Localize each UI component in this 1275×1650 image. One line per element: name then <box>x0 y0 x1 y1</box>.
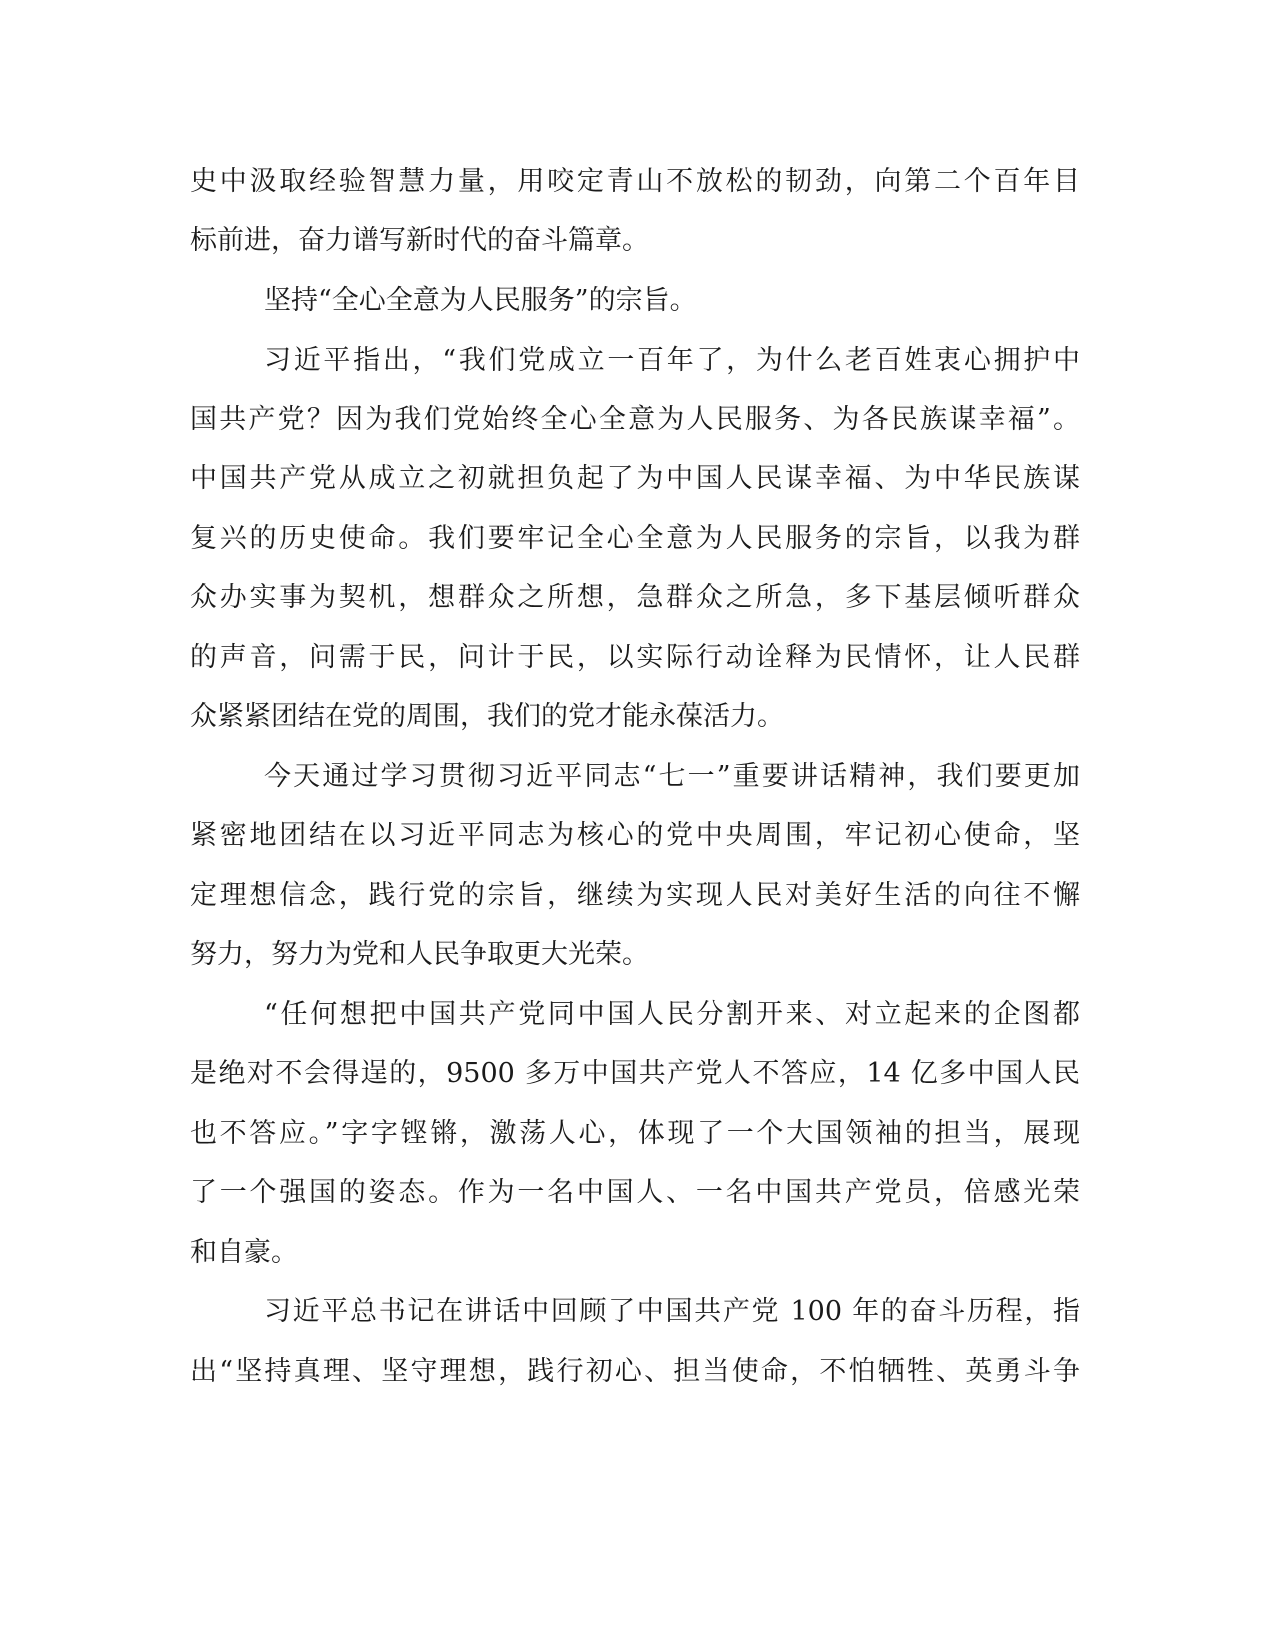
text-line: 的声音，问需于民，问计于民，以实际行动诠释为民情怀，让人民群 <box>190 642 1080 673</box>
text-line: 众办实事为契机，想群众之所想，急群众之所急，多下基层倾听群众 <box>190 582 1080 613</box>
text-line: 出“坚持真理、坚守理想，践行初心、担当使命，不怕牺牲、英勇斗争 <box>190 1356 1080 1387</box>
text-line: 定理想信念，践行党的宗旨，继续为实现人民对美好生活的向往不懈 <box>190 880 1080 911</box>
text-line: 习近平总书记在讲话中回顾了中国共产党 100 年的奋斗历程，指 <box>264 1296 1080 1327</box>
text-line: 也不答应。”字字铿锵，激荡人心，体现了一个大国领袖的担当，展现 <box>190 1118 1080 1149</box>
text-line: 众紧紧团结在党的周围，我们的党才能永葆活力。 <box>190 701 784 732</box>
text-line: 今天通过学习贯彻习近平同志“七一”重要讲话精神，我们要更加 <box>264 761 1080 792</box>
text-line: 坚持“全心全意为人民服务”的宗旨。 <box>264 285 697 316</box>
text-line: 习近平指出，“我们党成立一百年了，为什么老百姓衷心拥护中 <box>264 345 1080 376</box>
text-line: 中国共产党从成立之初就担负起了为中国人民谋幸福、为中华民族谋 <box>190 463 1080 494</box>
text-line: 紧密地团结在以习近平同志为核心的党中央周围，牢记初心使命，坚 <box>190 820 1080 851</box>
text-line: 是绝对不会得逞的，9500 多万中国共产党人不答应，14 亿多中国人民 <box>190 1058 1080 1089</box>
text-line: 标前进，奋力谱写新时代的奋斗篇章。 <box>190 225 649 256</box>
text-line: 和自豪。 <box>190 1237 298 1268</box>
text-line: “任何想把中国共产党同中国人民分割开来、对立起来的企图都 <box>264 999 1080 1030</box>
text-line: 复兴的历史使命。我们要牢记全心全意为人民服务的宗旨，以我为群 <box>190 523 1080 554</box>
text-line: 国共产党？因为我们党始终全心全意为人民服务、为各民族谋幸福”。 <box>190 404 1080 435</box>
text-line: 史中汲取经验智慧力量，用咬定青山不放松的韧劲，向第二个百年目 <box>190 166 1080 197</box>
text-line: 了一个强国的姿态。作为一名中国人、一名中国共产党员，倍感光荣 <box>190 1177 1080 1208</box>
text-line: 努力，努力为党和人民争取更大光荣。 <box>190 939 649 970</box>
